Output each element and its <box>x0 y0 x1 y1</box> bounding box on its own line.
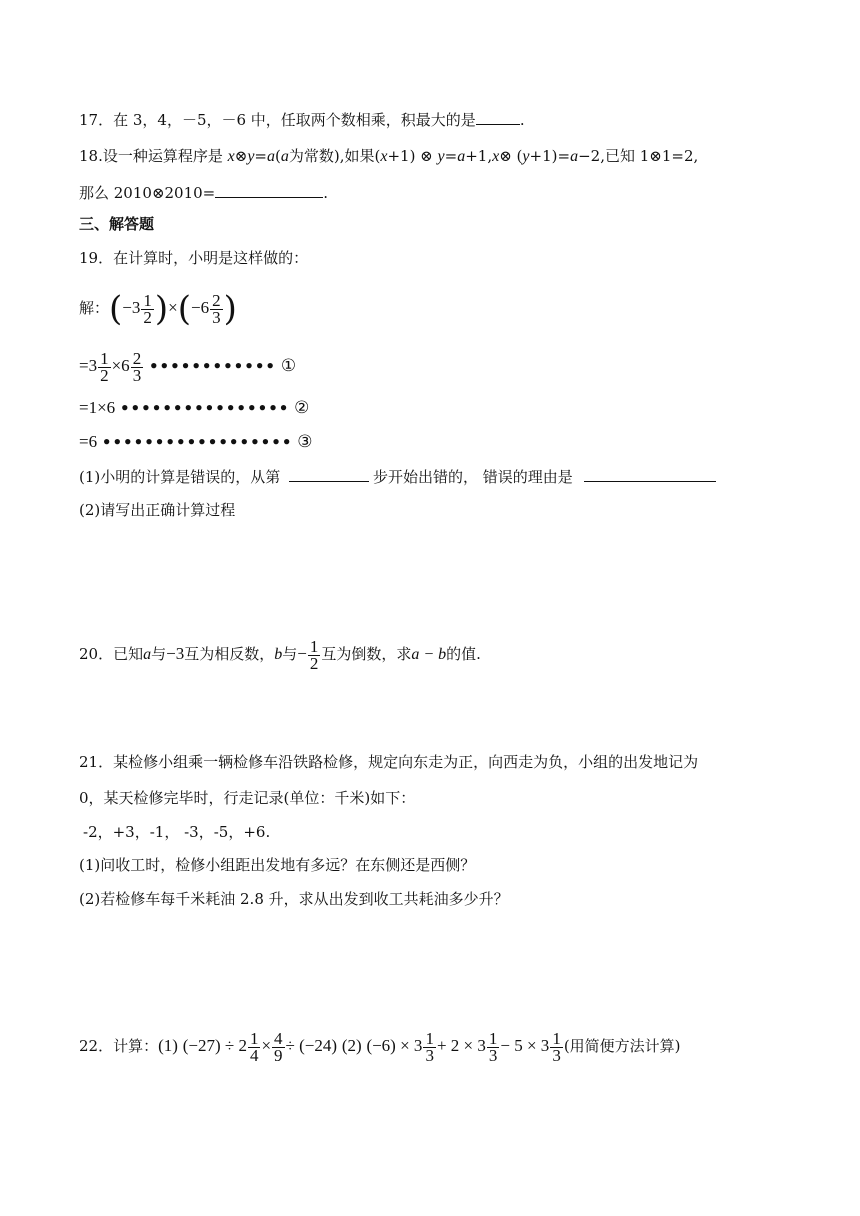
question-21-line-2: 0，某天检修完毕时，行走记录(单位：千米)如下： <box>79 789 416 807</box>
var-y: y <box>247 148 255 165</box>
question-20 <box>79 634 481 674</box>
denominator: 2 <box>100 365 109 385</box>
fraction <box>308 636 321 673</box>
q20-text: 互为相反数， <box>184 645 275 663</box>
otimes-symbol: ⊗ <box>234 147 248 165</box>
expression: + 2 × 3 <box>436 1036 486 1055</box>
question-19-part-2: (2)请写出正确计算过程 <box>79 501 236 519</box>
dot-leader: •••••••••••• <box>148 357 277 375</box>
fraction <box>131 348 144 385</box>
question-21-part-1: (1)问收工时，检修小组距出发地有多远？在东侧还是西侧？ <box>79 856 476 874</box>
q20-text: 20．已知 <box>79 645 144 663</box>
var-b: b <box>274 646 283 663</box>
method-note: (用简便方法计算) <box>563 1037 681 1055</box>
numerator: 2 <box>212 290 221 310</box>
numerator: 4 <box>274 1028 283 1048</box>
fraction <box>423 1028 436 1065</box>
expression: (−6) × 3 <box>366 1036 423 1055</box>
left-paren: ( <box>109 289 123 329</box>
dot-leader: •••••••••••••••• <box>119 399 290 417</box>
dot-leader: •••••••••••••••••• <box>101 433 293 451</box>
mixed-number-whole: −6 <box>191 298 210 317</box>
numerator: 1 <box>425 1028 434 1048</box>
step-expr: =3 <box>79 356 98 375</box>
question-17 <box>79 110 525 130</box>
q18-text: 18.设一种运算程序是 <box>79 147 228 165</box>
q18-text: = <box>254 147 267 165</box>
denominator: 9 <box>274 1045 283 1065</box>
denominator: 3 <box>552 1045 561 1065</box>
minus-sign: − <box>297 644 307 663</box>
fraction <box>248 1028 261 1065</box>
section-heading: 三、解答题 <box>79 215 155 233</box>
q20-text: 与 <box>151 645 167 663</box>
question-19-expression <box>79 288 237 328</box>
q20-text: 与 <box>282 645 298 663</box>
step-expr: ×6 <box>111 356 130 375</box>
numerator: 1 <box>552 1028 561 1048</box>
mixed-number-whole: −3 <box>122 298 141 317</box>
expression: ÷ (−24) <box>285 1036 338 1055</box>
q18-text: +1) ⊗ <box>387 147 438 165</box>
expression: − 5 × 3 <box>500 1036 550 1055</box>
fraction <box>487 1028 500 1065</box>
question-17-text: 17．在 3，4，－5，－6 中，任取两个数相乘，积最大的是 <box>79 111 476 129</box>
q18-end: . <box>323 184 329 202</box>
q18-text: = <box>444 147 458 165</box>
step-3 <box>79 432 312 452</box>
fraction <box>98 348 111 385</box>
var-a: a <box>457 148 466 165</box>
fraction <box>272 1028 285 1065</box>
left-paren: ( <box>177 289 191 329</box>
step-expr: =6 <box>79 432 98 451</box>
denominator: 3 <box>212 307 221 327</box>
q18-text: 那么 2010⊗2010= <box>79 184 216 202</box>
part-1-text: (1)小明的计算是错误的，从第 <box>79 468 281 486</box>
var-a: a <box>280 148 289 165</box>
q20-text: 的值. <box>446 645 481 663</box>
question-21-part-2: (2)若检修车每千米耗油 2.8 升，求从出发到收工共耗油多少升？ <box>79 890 509 908</box>
expression: (−27) ÷ 2 <box>182 1036 247 1055</box>
times-sign: × <box>168 298 178 317</box>
q18-text: ( <box>275 147 281 165</box>
number: −3 <box>166 644 185 663</box>
step-2 <box>79 398 309 418</box>
q20-text: 互为倒数，求 <box>321 645 412 663</box>
question-17-end: . <box>519 111 525 129</box>
question-22 <box>79 1026 681 1066</box>
part-label: (1) <box>158 1036 178 1055</box>
part-1-text: 步开始出错的， 错误的理由是 <box>373 468 573 486</box>
denominator: 4 <box>249 1045 259 1065</box>
var-y: y <box>522 148 530 165</box>
var-x: x <box>227 148 235 165</box>
denominator: 3 <box>425 1045 434 1065</box>
var-a: a <box>143 646 152 663</box>
answer-blank[interactable] <box>476 110 520 125</box>
step-1 <box>79 346 296 386</box>
part-label: (2) <box>341 1036 362 1055</box>
q22-text: 22．计算： <box>79 1037 159 1055</box>
question-19-part-1 <box>79 467 716 487</box>
var-y: y <box>437 148 445 165</box>
fraction <box>141 290 154 327</box>
step-number-blank[interactable] <box>289 467 369 482</box>
question-19-intro: 19．在计算时，小明是这样做的： <box>79 249 309 267</box>
q18-text: +1, <box>465 147 493 165</box>
denominator: 3 <box>132 365 142 385</box>
numerator: 1 <box>100 348 109 368</box>
fraction <box>550 1028 563 1065</box>
right-paren: ) <box>223 289 237 329</box>
solve-label: 解： <box>79 299 110 317</box>
q18-text: 为常数),如果( <box>288 147 381 165</box>
numerator: 1 <box>249 1028 259 1048</box>
step-marker: ② <box>294 398 310 418</box>
answer-blank[interactable] <box>215 183 323 198</box>
question-21-line-1: 21．某检修小组乘一辆检修车沿铁路检修，规定向东走为正，向西走为负，小组的出发地记为 <box>79 753 699 771</box>
step-expr: =1×6 <box>79 398 116 417</box>
step-marker: ③ <box>297 432 313 452</box>
numerator: 1 <box>143 290 152 310</box>
var-x: x <box>492 148 500 165</box>
fraction <box>210 290 223 327</box>
q18-text: ⊗ ( <box>499 147 523 165</box>
numerator: 1 <box>488 1028 498 1048</box>
q18-text: +1)= <box>529 147 571 165</box>
reason-blank[interactable] <box>584 467 716 482</box>
numerator: 1 <box>309 636 319 656</box>
q18-text: −2,已知 1⊗1=2, <box>578 147 699 165</box>
right-paren: ) <box>154 289 169 329</box>
expression: × <box>261 1036 272 1055</box>
var-a: a <box>570 148 579 165</box>
step-marker: ① <box>280 356 297 376</box>
denominator: 2 <box>143 307 152 327</box>
expression: a − b <box>411 646 447 663</box>
question-18-line-1 <box>79 146 698 167</box>
denominator: 2 <box>309 653 319 673</box>
question-18-line-2 <box>79 183 328 203</box>
var-a: a <box>267 148 275 165</box>
numerator: 2 <box>132 348 142 368</box>
question-21-records: -2，+3，-1， -3，-5，+6. <box>83 823 271 841</box>
denominator: 3 <box>488 1045 498 1065</box>
var-x: x <box>380 148 388 165</box>
